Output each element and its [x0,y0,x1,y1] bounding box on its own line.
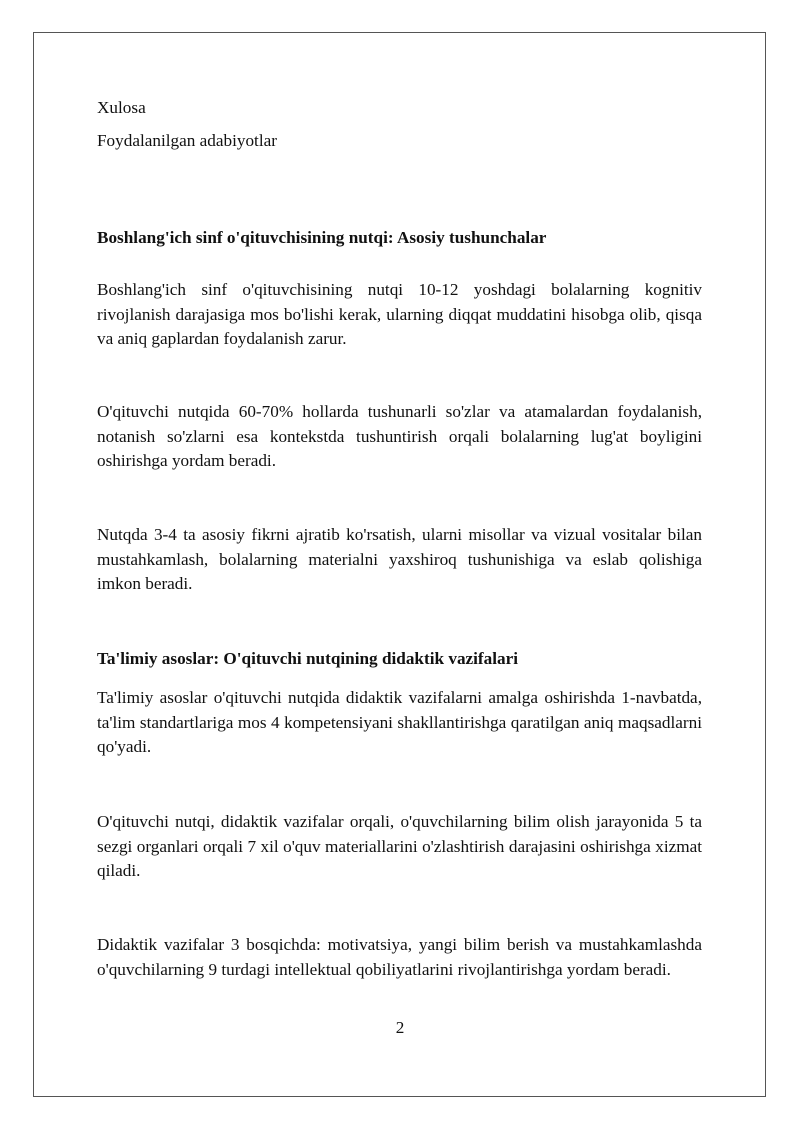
paragraph: O'qituvchi nutqi, didaktik vazifalar orqali, o'quvchilarning bilim olish jarayonida 5 ta sezgi organlari orqali 7 xil o'quv materiallarini o'zlashtirish darajasini oshirishga xizmat qiladi. [97,812,702,880]
page-number: 2 [395,1018,405,1037]
toc-item-conclusion: Xulosa [97,98,146,117]
paragraph: Nutqda 3-4 ta asosiy fikrni ajratib ko'rsatish, ularni misollar va vizual vositalar bilan mustahkamlash, bolalarning materialni yaxshiroq tushunishiga va eslab qolishiga imkon beradi. [97,525,702,593]
toc-item-references: Foydalanilgan adabiyotlar [97,131,277,150]
paragraph: Boshlang'ich sinf o'qituvchisining nutqi 10-12 yoshdagi bolalarning kognitiv rivojlanish darajasiga mos bo'lishi kerak, ularning diqqat muddatini hisobga olib, qisqa va aniq gaplardan foydalanish zarur. [97,280,702,348]
section-heading-basic-concepts: Boshlang'ich sinf o'qituvchisining nutqi: Asosiy tushunchalar [97,228,547,247]
paragraph: Ta'limiy asoslar o'qituvchi nutqida didaktik vazifalarni amalga oshirishda 1-navbatda, ta'lim standartlariga mos 4 kompetensiyani shakllantirishga qaratilgan aniq maqsadlarni qo'yadi. [97,688,702,756]
section-heading-didactic-functions: Ta'limiy asoslar: O'qituvchi nutqining didaktik vazifalari [97,649,519,668]
paragraph: Didaktik vazifalar 3 bosqichda: motivatsiya, yangi bilim berish va mustahkamlashda o'quvchilarning 9 turdagi intellektual qobiliyatlarini rivojlantirishga yordam beradi. [97,935,702,979]
paragraph: O'qituvchi nutqida 60-70% hollarda tushunarli so'zlar va atamalardan foydalanish, notanish so'zlarni esa kontekstda tushuntirish orqali bolalarning lug'at boyligini oshirishga yordam beradi. [97,402,702,470]
